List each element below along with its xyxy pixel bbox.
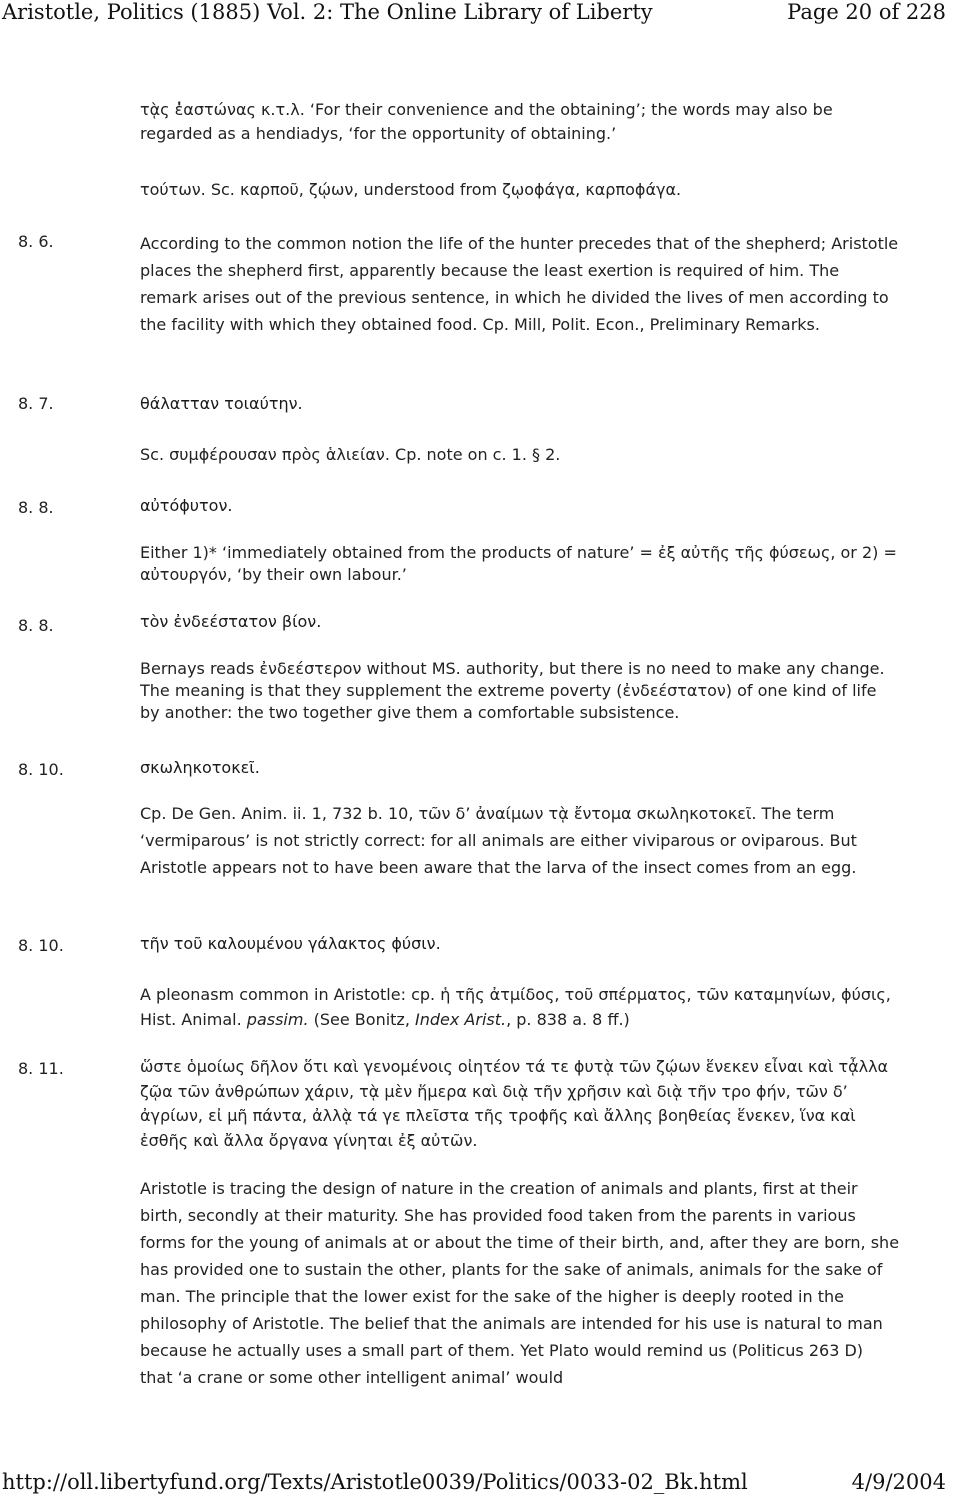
document-title: Aristotle, Politics (1885) Vol. 2: The Online Library of Liberty [2,0,653,24]
greek-lemma: θάλατταν τοιαύτην. [140,394,303,413]
greek-lemma: τὸν ἐνδεέστατον βίον. [140,612,322,631]
section-number: 8. 10. [18,760,64,779]
greek-lemma: τῆν τοῦ καλουμένου γάλακτος ϕύσιν. [140,934,441,953]
note-text: Cp. De Gen. Anim. ii. 1, 732 b. 10, τῶν δ’ ἀναίμων τᾲ ἔντομα σκωληκοτοκεῖ. The term ‘vermiparous’ is not strictly correct: for all animals are either viviparous or oviparous. But Aristotle appears not to have been aware that the larva of the insect comes from an egg. [140,804,857,877]
page-number: Page 20 of 228 [787,0,946,24]
print-date: 4/9/2004 [851,1470,946,1494]
section-number: 8. 6. [18,232,54,251]
page-header [0,0,960,28]
note-text: Bernays reads ἐνδεέστερον without MS. authority, but there is no need to make any change. The meaning is that they supplement the extreme poverty (ἐνδεέστατον) of one kind of life by another: the two together give them a comfortable subsistence. [140,659,885,722]
note-text: τούτων. Sc. καρποῦ, ζῴων, understood from ζῳοϕάγα, καρποϕάγα. [140,180,682,199]
greek-lemma: ὥστε ὁμοίως δῆλον ὅτι καὶ γενομένοις οἰητέον τά τε ϕυτᾲ τῶν ζῴων ἕνεκεν εἶναι καὶ τᾆλλα ζῷα τῶν ἀνθρώπων χάριν, τᾲ μὲν ἥμερα καὶ διᾲ τῆν χρῆσιν καὶ διᾲ τῆν τρο ϕήν, τῶν δ’ ἀγρίων, εἰ μῆ πάντα, ἀλλᾲ τά γε πλεῖστα τῆς τροϕῆς καὶ ἄλλης βοηθείας ἕνεκεν, ἵνα καὶ ἐσθῆς καὶ ἄλλα ὄργανα γίνηται ἐξ αὐτῶν. [140,1057,889,1150]
note-text: τᾲς ἐ̔αστώνας κ.τ.λ. ‘For their convenience and the obtaining’; the words may also be regarded as a hendiadys, ‘for the opportunity of obtaining.’ [140,100,833,143]
section-number: 8. 8. [18,498,54,517]
greek-lemma: αὐτόϕυτον. [140,496,233,515]
note-text: According to the common notion the life of the hunter precedes that of the shepherd; Aristotle places the shepherd first, apparently because the least exertion is required of him. The remark arises out of the previous sentence, in which he divided the lives of men according to the facility with which they obtained food. Cp. Mill, Polit. Econ., Preliminary Remarks. [140,234,899,334]
note-text: Aristotle is tracing the design of nature in the creation of animals and plants, first at their birth, secondly at their maturity. She has provided food taken from the parents in various forms for the young of animals at or about the time of their birth, and, after they are born, she has provided one to sustain the other, plants for the sake of animals, animals for the sake of man. The principle that the lower exist for the sake of the higher is deeply rooted in the philosophy of Aristotle. The belief that the animals are intended for his use is natural to man because he actually uses a small part of them. Yet Plato would remind us (Politicus 263 D) that ‘a crane or some other intelligent animal’ would [140,1179,900,1387]
note-text-part: (See Bonitz, [308,1009,415,1029]
italic-term: passim. [246,1009,309,1029]
section-number: 8. 10. [18,936,64,955]
source-url: http://oll.libertyfund.org/Texts/Aristotle0039/Politics/0033-02_Bk.html [2,1470,748,1494]
note-text [140,983,900,1032]
section-number: 8. 8. [18,616,54,635]
note-text: Either 1)* ‘immediately obtained from the products of nature’ = ἐξ αὐτῆς τῆς ϕύσεως, or 2) = αὐτουργόν, ‘by their own labour.’ [140,543,897,584]
italic-title: Index Arist. [415,1009,507,1029]
section-number: 8. 11. [18,1059,64,1078]
greek-lemma: σκωληκοτοκεῖ. [140,758,260,777]
section-number: 8. 7. [18,394,54,413]
note-text: Sc. συμϕέρουσαν πρὸς ἁλιείαν. Cp. note on c. 1. § 2. [140,445,561,464]
note-text-part: A pleonasm common in Aristotle: cp. ἡ τῆς ἀτμίδος, τοῦ σπέρματος, τῶν καταμηνίων, ϕύσις, Hist. Animal. [140,985,891,1029]
page-footer [0,1470,960,1500]
note-text-part: , p. 838 a. 8 ff.) [506,1009,630,1029]
